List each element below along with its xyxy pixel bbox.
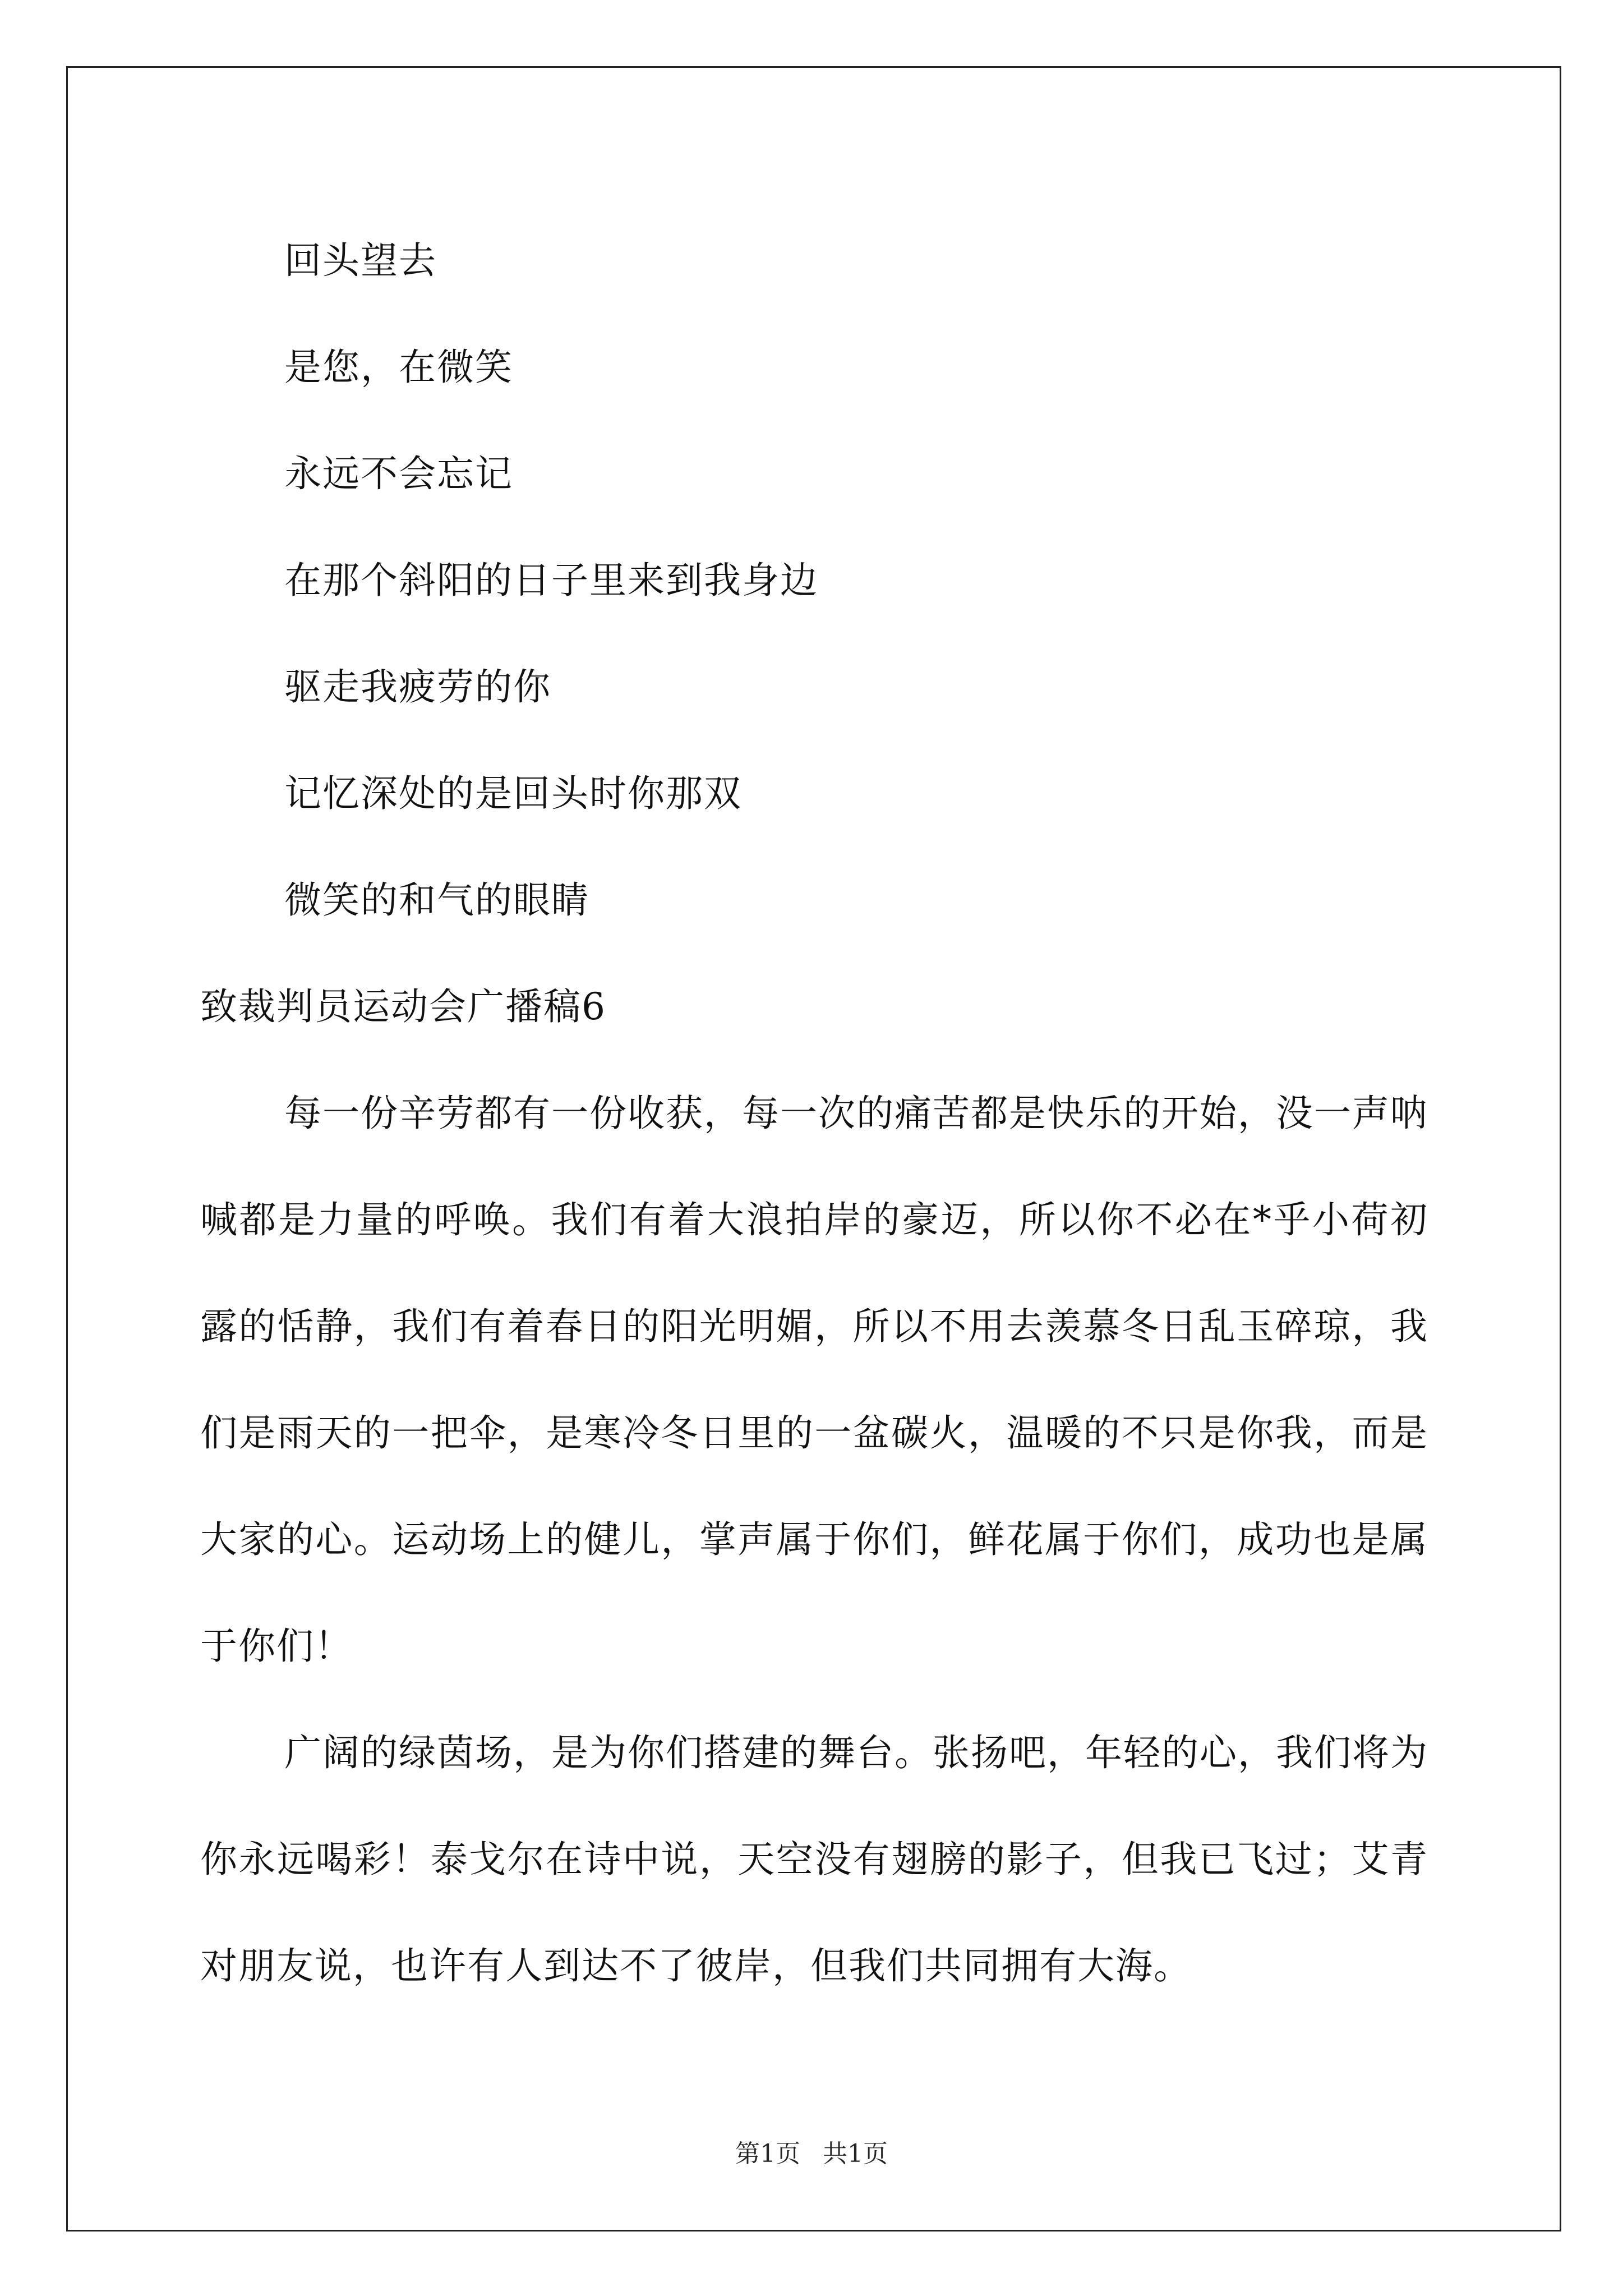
poem-line-7: 微笑的和气的眼睛 [284,878,589,922]
poem-line-4: 在那个斜阳的日子里来到我身边 [284,559,818,602]
page-number-current: 第1页 [735,2139,800,2168]
document-body [200,208,1428,2019]
paragraph-2: 广阔的绿茵场，是为你们搭建的舞台。张扬吧，年轻的心，我们将为你永远喝彩！泰戈尔在诗中说，天空没有翅膀的影子，但我已飞过；艾青对朋友说，也许有人到达不了彼岸，但我们共同拥有大海。 [200,1731,1428,1987]
poem-line-5: 驱走我疲劳的你 [284,665,551,708]
section-title: 致裁判员运动会广播稿6 [200,985,606,1028]
poem-line-2: 是您，在微笑 [284,346,513,389]
poem-line-3: 永远不会忘记 [284,452,513,495]
poem-line-6: 记忆深处的是回头时你那双 [284,772,742,815]
page-number-total: 共1页 [823,2139,888,2168]
poem-line-1: 回头望去 [284,239,437,282]
paragraph-1: 每一份辛劳都有一份收获，每一次的痛苦都是快乐的开始，没一声呐喊都是力量的呼唤。我们有着大浪拍岸的豪迈，所以你不必在*乎小荷初露的恬静，我们有着春日的阳光明媚，所以不用去羡慕冬日乱玉碎琼，我们是雨天的一把伞，是寒冷冬日里的一盆碳火，温暖的不只是你我，而是大家的心。运动场上的健儿，掌声属于你们，鲜花属于你们，成功也是属于你们！ [200,1092,1428,1668]
page-footer [0,2137,1623,2171]
